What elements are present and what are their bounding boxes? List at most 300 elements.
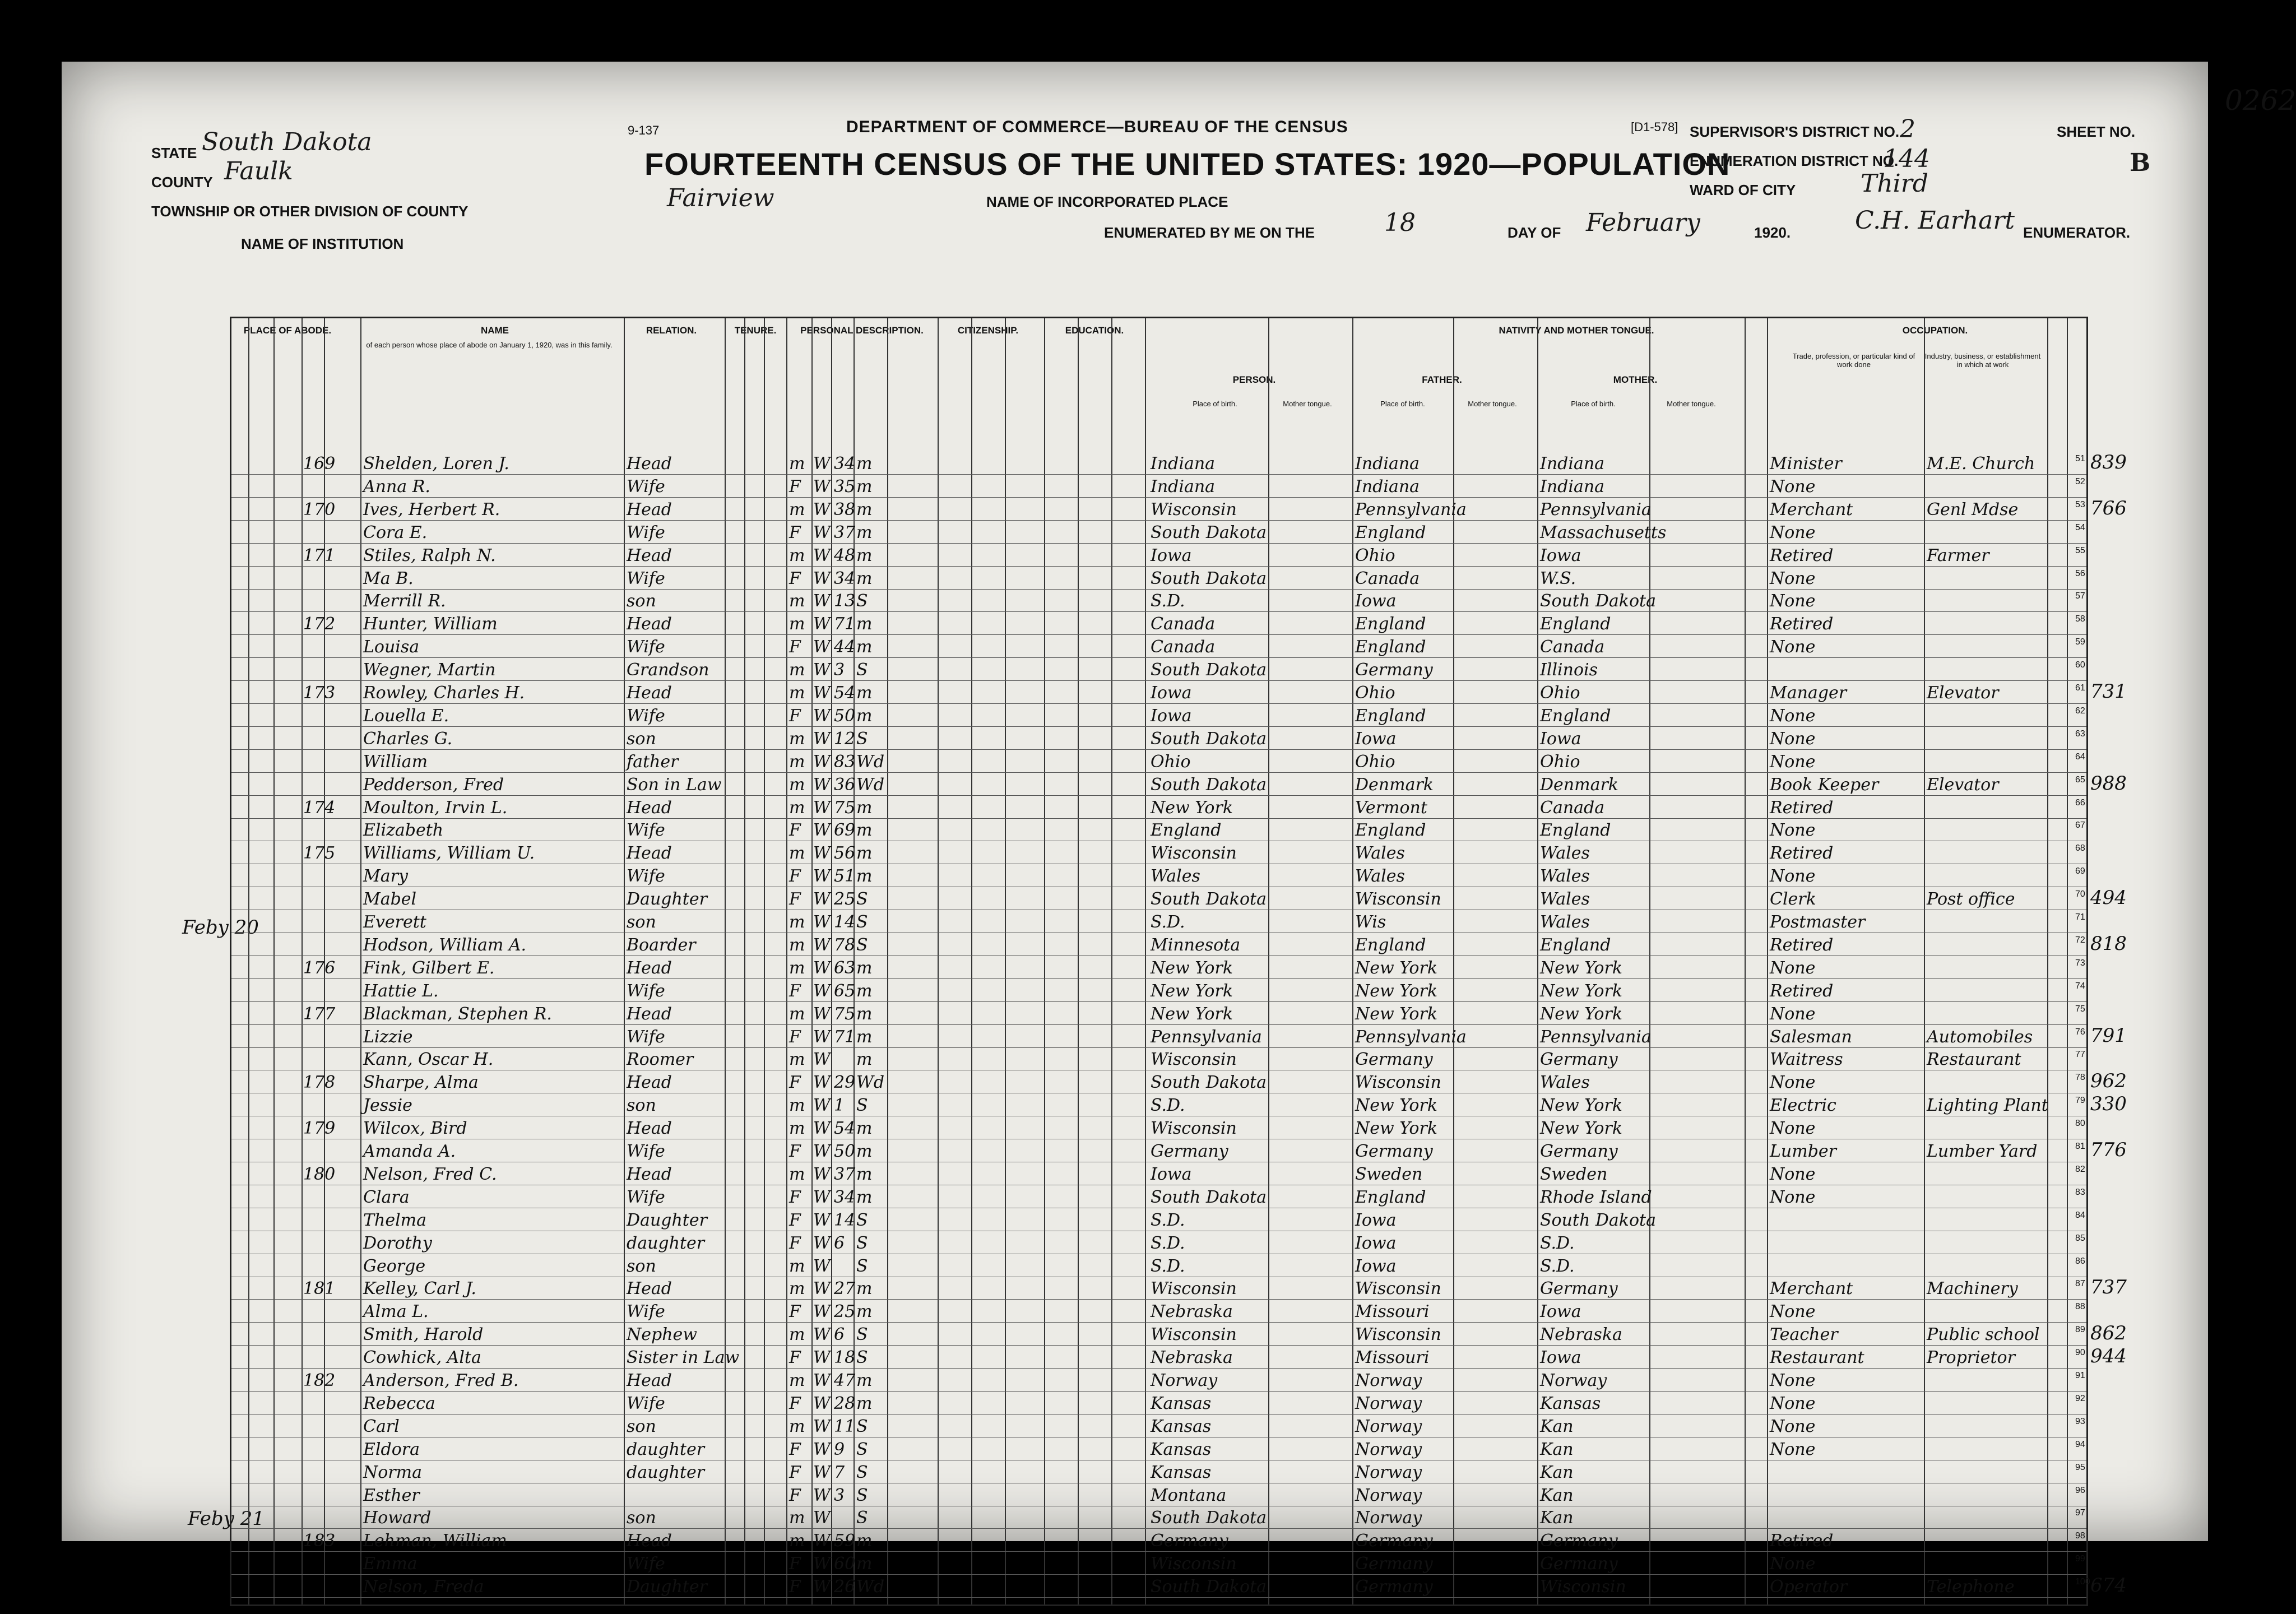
cell-mbirth: Indiana (1540, 454, 1605, 474)
cell-occ: Retired (1770, 981, 1834, 1001)
enumeration-label: ENUMERATION DISTRICT NO. (1690, 152, 1899, 169)
cell-sex: m (789, 729, 805, 749)
cell-sex: F (789, 637, 801, 657)
table-row (231, 1255, 2086, 1278)
cell-birth: Wisconsin (1151, 1554, 1237, 1574)
cell-marital: m (856, 1187, 873, 1207)
cell-age: 37 (834, 1164, 856, 1184)
cell-ind: Genl Mdse (1927, 499, 2019, 520)
cell-race: W (813, 1096, 831, 1116)
line-number: 53 (2075, 499, 2085, 509)
cell-name: Nelson, Fred C. (363, 1164, 497, 1184)
cell-name: Lizzie (363, 1027, 413, 1047)
margin-number-note: 776 (2090, 1139, 2127, 1161)
cell-marital: m (856, 981, 873, 1001)
cell-occ: None (1770, 958, 1816, 978)
table-row (231, 957, 2086, 980)
table-row (231, 934, 2086, 957)
cell-mbirth: Indiana (1540, 476, 1605, 497)
cell-birth: New York (1151, 797, 1233, 818)
cell-fbirth: England (1355, 935, 1426, 955)
cell-occ: None (1770, 1164, 1816, 1184)
cell-ind: Elevator (1927, 774, 1999, 795)
cell-age: 59 (834, 1531, 856, 1551)
cell-fbirth: Wales (1355, 843, 1405, 864)
table-row (231, 568, 2086, 590)
cell-mbirth: New York (1540, 981, 1622, 1001)
cell-marital: m (856, 568, 873, 588)
cell-marital: m (856, 843, 873, 864)
cell-race: W (813, 729, 831, 749)
margin-number-note: 818 (2090, 932, 2127, 955)
cell-birth: South Dakota (1151, 729, 1267, 749)
margin-number-note: 737 (2090, 1276, 2127, 1299)
cell-name: Alma L. (363, 1302, 429, 1322)
cell-age: 50 (834, 1142, 856, 1161)
cell-age: 75 (834, 1004, 856, 1024)
cell-marital: m (856, 1164, 873, 1184)
cell-age: 34 (834, 1187, 856, 1207)
cell-race: W (813, 614, 831, 634)
cell-age: 3 (834, 1485, 845, 1505)
cell-rel: son (627, 1256, 656, 1276)
cell-sex: F (789, 1210, 801, 1230)
row-rule (231, 1024, 2086, 1025)
cell-birth: South Dakota (1151, 522, 1267, 542)
line-number: 79 (2075, 1096, 2085, 1106)
row-rule (231, 1597, 2086, 1598)
cell-age: 35 (834, 476, 856, 497)
cell-occ: None (1770, 476, 1816, 497)
cell-mbirth: Germany (1540, 1050, 1618, 1070)
cell-occ: None (1770, 522, 1816, 542)
cell-race: W (813, 683, 831, 703)
margin-number-note: 731 (2090, 680, 2127, 703)
cell-sex: F (789, 1027, 801, 1047)
cell-occ: Retired (1770, 614, 1834, 634)
cell-rel: daughter (627, 1439, 705, 1459)
cell-race: W (813, 1004, 831, 1024)
cell-ind: Machinery (1927, 1279, 2018, 1299)
cell-rel: Boarder (627, 935, 696, 955)
cell-mbirth: Germany (1540, 1142, 1618, 1161)
cell-sex: m (789, 1164, 805, 1184)
col-group-personal: PERSONAL DESCRIPTION. (800, 325, 924, 336)
cell-rel: Head (627, 1004, 672, 1024)
cell-mbirth: South Dakota (1540, 1210, 1656, 1230)
line-number: 88 (2075, 1302, 2085, 1312)
cell-marital: S (856, 1210, 868, 1230)
cell-occ: Retired (1770, 797, 1834, 818)
ward-value: Third (1861, 169, 1928, 198)
cell-sex: m (789, 797, 805, 818)
cell-age: 26 (834, 1577, 856, 1597)
cell-name: Hunter, William (363, 614, 498, 634)
cell-rel: Head (627, 1531, 672, 1551)
cell-birth: Wales (1151, 866, 1200, 887)
line-number: 63 (2075, 729, 2085, 739)
cell-sex: m (789, 1119, 805, 1139)
cell-fbirth: England (1355, 820, 1426, 841)
cell-mbirth: Germany (1540, 1554, 1618, 1574)
cell-marital: S (856, 591, 868, 611)
cell-name: Dorothy (363, 1233, 432, 1253)
cell-sex: F (789, 1577, 801, 1597)
cell-mbirth: Wisconsin (1540, 1577, 1626, 1597)
state-label: STATE (151, 145, 197, 161)
cell-sex: F (789, 1302, 801, 1322)
cell-rel: Wife (627, 1142, 665, 1161)
cell-fbirth: Wisconsin (1355, 889, 1441, 910)
cell-rel: Son in Law (627, 774, 722, 795)
row-rule (231, 1322, 2086, 1323)
cell-age: 27 (834, 1279, 856, 1299)
line-number: 92 (2075, 1393, 2085, 1403)
cell-rel: Daughter (627, 1210, 707, 1230)
cell-age: 7 (834, 1462, 845, 1482)
cell-rel: daughter (627, 1462, 705, 1482)
col-group-citizenship: CITIZENSHIP. (957, 325, 1019, 336)
cell-birth: South Dakota (1151, 1073, 1267, 1093)
cell-occ: None (1770, 568, 1816, 588)
margin-date-note: Feby 21 (188, 1508, 265, 1530)
cell-race: W (813, 522, 831, 542)
cell-rel: son (627, 591, 656, 611)
row-rule (231, 1574, 2086, 1575)
cell-mbirth: Iowa (1540, 545, 1581, 565)
cell-marital: S (856, 1462, 868, 1482)
cell-rel: son (627, 729, 656, 749)
cell-marital: Wd (856, 774, 885, 795)
cell-marital: m (856, 1371, 873, 1390)
cell-age: 18 (834, 1348, 856, 1368)
cell-sex: F (789, 1554, 801, 1574)
cell-marital: Wd (856, 1577, 885, 1597)
cell-sex: m (789, 1416, 805, 1436)
cell-mbirth: Kan (1540, 1485, 1574, 1505)
cell-marital: S (856, 1325, 868, 1345)
cell-rel: Wife (627, 1027, 665, 1047)
line-number: 94 (2075, 1439, 2085, 1449)
cell-name: Fink, Gilbert E. (363, 958, 495, 978)
cell-fbirth: Norway (1355, 1371, 1422, 1390)
cell-name: Lehman, William (363, 1531, 507, 1551)
cell-race: W (813, 1416, 831, 1436)
cell-age: 29 (834, 1073, 856, 1093)
cell-fbirth: New York (1355, 1096, 1437, 1116)
cell-rel: daughter (627, 1233, 705, 1253)
cell-name: Emma (363, 1554, 418, 1574)
cell-race: W (813, 499, 831, 520)
supervisor-value: 2 (1900, 115, 1915, 143)
cell-sex: m (789, 660, 805, 680)
cell-age: 71 (834, 614, 856, 634)
cell-race: W (813, 545, 831, 565)
table-row (231, 1553, 2086, 1575)
cell-race: W (813, 1348, 831, 1368)
cell-age: 83 (834, 752, 856, 772)
cell-race: W (813, 1279, 831, 1299)
line-number: 69 (2075, 866, 2085, 876)
cell-age: 37 (834, 522, 856, 542)
row-rule (231, 543, 2086, 544)
cell-rel: Head (627, 958, 672, 978)
cell-rel: Head (627, 1371, 672, 1390)
cell-sex: m (789, 1508, 805, 1528)
cell-occ: None (1770, 1302, 1816, 1322)
margin-number-note: 791 (2090, 1024, 2127, 1047)
county-label: COUNTY (151, 174, 213, 191)
cell-fbirth: New York (1355, 958, 1437, 978)
industry-header: Industry, business, or establishment in which at work (1924, 352, 2041, 369)
line-number: 75 (2075, 1004, 2085, 1014)
cell-mbirth: W.S. (1540, 568, 1576, 588)
cell-race: W (813, 752, 831, 772)
margin-number-note: 862 (2090, 1322, 2127, 1345)
cell-mbirth: Wales (1540, 866, 1590, 887)
cell-dwelling: 169 (303, 454, 336, 474)
cell-fbirth: Germany (1355, 1554, 1433, 1574)
line-number: 66 (2075, 797, 2085, 808)
cell-marital: m (856, 545, 873, 565)
row-rule (231, 657, 2086, 658)
cell-marital: m (856, 958, 873, 978)
father-subheader: FATHER. (1422, 374, 1462, 385)
cell-age: 6 (834, 1233, 845, 1253)
cell-birth: Indiana (1151, 476, 1216, 497)
line-number: 58 (2075, 614, 2085, 624)
cell-sex: m (789, 614, 805, 634)
table-row (231, 797, 2086, 819)
cell-fbirth: Germany (1355, 1050, 1433, 1070)
table-row (231, 911, 2086, 934)
cell-birth: S.D. (1151, 912, 1185, 932)
table-row (231, 1530, 2086, 1552)
cell-rel: Grandson (627, 660, 709, 680)
cell-occ: None (1770, 1119, 1816, 1139)
cell-ind: Farmer (1927, 545, 1989, 565)
cell-fbirth: Pennsylvania (1355, 1027, 1467, 1047)
line-number: 86 (2075, 1256, 2085, 1266)
cell-race: W (813, 1371, 831, 1390)
cell-marital: Wd (856, 1073, 885, 1093)
cell-birth: Iowa (1151, 683, 1192, 703)
cell-sex: m (789, 1325, 805, 1345)
township-label: TOWNSHIP OR OTHER DIVISION OF COUNTY (151, 203, 469, 220)
cell-dwelling: 179 (303, 1119, 336, 1139)
cell-sex: F (789, 1439, 801, 1459)
cell-fbirth: Sweden (1355, 1164, 1423, 1184)
cell-occ: None (1770, 1187, 1816, 1207)
line-number: 90 (2075, 1348, 2085, 1358)
row-rule (231, 680, 2086, 681)
father-birth-header: Place of birth. (1380, 400, 1425, 408)
cell-ind: Automobiles (1927, 1027, 2033, 1047)
line-number: 59 (2075, 637, 2085, 647)
cell-fbirth: Iowa (1355, 1233, 1397, 1253)
cell-fbirth: Missouri (1355, 1302, 1430, 1322)
cell-fbirth: Wis (1355, 912, 1386, 932)
cell-age: 51 (834, 866, 856, 887)
cell-rel: Head (627, 614, 672, 634)
table-row (231, 1026, 2086, 1049)
col-group-tenure: TENURE. (734, 325, 777, 336)
cell-marital: m (856, 522, 873, 542)
cell-birth: Iowa (1151, 545, 1192, 565)
cell-race: W (813, 1210, 831, 1230)
cell-rel: Wife (627, 1554, 665, 1574)
cell-birth: S.D. (1151, 1256, 1185, 1276)
cell-name: Blackman, Stephen R. (363, 1004, 552, 1024)
cell-sex: F (789, 889, 801, 910)
cell-marital: m (856, 1027, 873, 1047)
row-rule (231, 1001, 2086, 1002)
cell-race: W (813, 958, 831, 978)
line-number: 73 (2075, 958, 2085, 968)
cell-sex: m (789, 683, 805, 703)
cell-fbirth: Vermont (1355, 797, 1427, 818)
cell-occ: None (1770, 1371, 1816, 1390)
cell-race: W (813, 1302, 831, 1322)
cell-rel: son (627, 1508, 656, 1528)
cell-sex: F (789, 522, 801, 542)
cell-fbirth: Germany (1355, 1531, 1433, 1551)
cell-fbirth: Norway (1355, 1508, 1422, 1528)
line-number: 80 (2075, 1119, 2085, 1129)
cell-marital: m (856, 454, 873, 474)
col-group-name: NAME (480, 325, 509, 336)
col-group-nativity: NATIVITY AND MOTHER TONGUE. (1499, 325, 1654, 336)
cell-birth: Ohio (1151, 752, 1191, 772)
cell-age: 63 (834, 958, 856, 978)
table-row (231, 1347, 2086, 1369)
cell-name: William (363, 752, 428, 772)
cell-rel: Wife (627, 568, 665, 588)
cell-age: 60 (834, 1554, 856, 1574)
cell-age: 25 (834, 1302, 856, 1322)
cell-birth: Norway (1151, 1371, 1218, 1390)
cell-name: Kelley, Carl J. (363, 1279, 476, 1299)
cell-rel: Head (627, 454, 672, 474)
cell-rel: Wife (627, 476, 665, 497)
cell-name: Esther (363, 1485, 420, 1505)
line-number: 74 (2075, 981, 2085, 991)
cell-sex: F (789, 1462, 801, 1482)
line-number: 99 (2075, 1554, 2085, 1564)
table-row (231, 682, 2086, 704)
cell-marital: m (856, 797, 873, 818)
cell-name: Jessie (363, 1096, 412, 1116)
line-number: 78 (2075, 1073, 2085, 1083)
table-row (231, 1507, 2086, 1529)
mother-subheader: MOTHER. (1613, 374, 1658, 385)
cell-race: W (813, 912, 831, 932)
cell-age: 9 (834, 1439, 845, 1459)
cell-race: W (813, 1485, 831, 1505)
cell-birth: South Dakota (1151, 660, 1267, 680)
cell-race: W (813, 1462, 831, 1482)
cell-birth: Wisconsin (1151, 1050, 1237, 1070)
cell-fbirth: Canada (1355, 568, 1420, 588)
cell-marital: S (856, 889, 868, 910)
line-number: 89 (2075, 1325, 2085, 1335)
cell-dwelling: 181 (303, 1279, 336, 1299)
cell-sex: m (789, 591, 805, 611)
margin-number-note: 944 (2090, 1345, 2127, 1368)
cell-occ: None (1770, 1554, 1816, 1574)
cell-ind: Lighting Plant (1927, 1096, 2048, 1116)
cell-race: W (813, 454, 831, 474)
cell-mbirth: New York (1540, 958, 1622, 978)
cell-marital: m (856, 866, 873, 887)
cell-rel: Wife (627, 522, 665, 542)
cell-fbirth: Pennsylvania (1355, 499, 1467, 520)
line-number: 84 (2075, 1210, 2085, 1220)
cell-name: Pedderson, Fred (363, 774, 504, 795)
row-rule (231, 1528, 2086, 1529)
cell-birth: Nebraska (1151, 1302, 1233, 1322)
cell-rel: Head (627, 1164, 672, 1184)
person-subheader: PERSON. (1232, 374, 1276, 385)
line-number: 96 (2075, 1485, 2085, 1495)
cell-sex: F (789, 1233, 801, 1253)
cell-name: Rebecca (363, 1393, 435, 1413)
cell-occ: Postmaster (1770, 912, 1866, 932)
cell-birth: Canada (1151, 614, 1216, 634)
table-row (231, 522, 2086, 544)
table-row (231, 1370, 2086, 1392)
name-column-description: of each person whose place of abode on January 1, 1920, was in this family. (366, 341, 613, 349)
line-number: 98 (2075, 1531, 2085, 1541)
cell-name: Mary (363, 866, 408, 887)
cell-name: Nelson, Freda (363, 1577, 484, 1597)
cell-race: W (813, 1531, 831, 1551)
cell-name: Clara (363, 1187, 410, 1207)
cell-age: 56 (834, 843, 856, 864)
cell-fbirth: Iowa (1355, 1210, 1397, 1230)
cell-marital: S (856, 1416, 868, 1436)
cell-occ: Restaurant (1770, 1348, 1864, 1368)
cell-mbirth: Massachusetts (1540, 522, 1667, 542)
cell-name: Shelden, Loren J. (363, 454, 509, 474)
cell-occ: None (1770, 591, 1816, 611)
margin-number-note: 962 (2090, 1070, 2127, 1093)
cell-sex: F (789, 820, 801, 841)
cell-dwelling: 175 (303, 843, 336, 864)
cell-race: W (813, 1119, 831, 1139)
cell-mbirth: Denmark (1540, 774, 1618, 795)
cell-fbirth: England (1355, 706, 1426, 726)
cell-mbirth: Iowa (1540, 729, 1581, 749)
cell-age: 3 (834, 660, 845, 680)
cell-occ: None (1770, 1439, 1816, 1459)
cell-birth: Iowa (1151, 706, 1192, 726)
cell-mbirth: Canada (1540, 637, 1605, 657)
cell-name: Charles G. (363, 729, 453, 749)
cell-dwelling: 170 (303, 499, 336, 520)
cell-race: W (813, 935, 831, 955)
cell-name: Ma B. (363, 568, 414, 588)
cell-name: Thelma (363, 1210, 427, 1230)
row-rule (231, 497, 2086, 498)
cell-age: 34 (834, 454, 856, 474)
cell-name: Merrill R. (363, 591, 446, 611)
cell-rel: Wife (627, 1187, 665, 1207)
cell-age: 69 (834, 820, 856, 841)
cell-fbirth: Ohio (1355, 545, 1395, 565)
cell-birth: S.D. (1151, 591, 1185, 611)
cell-occ: Clerk (1770, 889, 1816, 910)
